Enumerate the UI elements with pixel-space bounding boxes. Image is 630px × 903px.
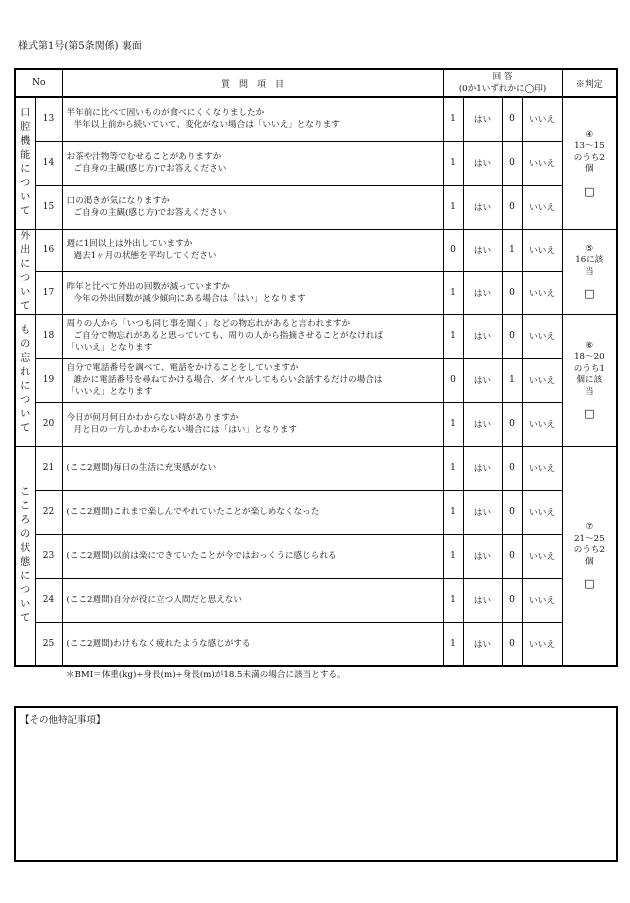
table-row <box>15 622 617 666</box>
question-number: 23 <box>35 534 62 578</box>
section-label-char: 外 <box>20 230 31 242</box>
question-line: ご自分で物忘れがあると思っていても、周りの人から指摘させることがなければ <box>73 331 383 341</box>
answer-no-label[interactable]: いいえ <box>522 534 562 578</box>
answer-yes-label[interactable]: はい <box>463 185 502 229</box>
answer-yes-label[interactable]: はい <box>463 97 502 141</box>
judge-line: 当 <box>585 266 594 277</box>
answer-yes-value[interactable]: 1 <box>443 272 463 315</box>
answer-no-label[interactable]: いいえ <box>522 185 562 229</box>
question-number: 21 <box>35 446 62 490</box>
section-label <box>15 446 35 666</box>
judge-checkbox[interactable]: □ <box>584 287 595 300</box>
answer-no-value[interactable]: 0 <box>502 272 522 315</box>
answer-yes-value[interactable]: 1 <box>443 446 463 490</box>
question-line: 「いいえ」となります <box>66 387 153 397</box>
section-label-char: つ <box>20 178 31 190</box>
section-label <box>15 314 35 446</box>
question-number: 18 <box>35 314 62 358</box>
section-label-char: れ <box>20 367 31 378</box>
answer-yes-label[interactable]: はい <box>463 402 502 446</box>
question-line: (ここ2週間)毎日の生活に充実感がない <box>66 463 217 473</box>
judge-line: 個 <box>585 556 594 567</box>
answer-yes-label[interactable]: はい <box>463 272 502 315</box>
question-line: 「いいえ」となります <box>66 343 153 353</box>
answer-no-label[interactable]: いいえ <box>522 314 562 358</box>
answer-no-label[interactable]: いいえ <box>522 229 562 272</box>
answer-no-label[interactable]: いいえ <box>522 578 562 622</box>
section-label-char: の <box>20 339 31 350</box>
section-label-char: 機 <box>20 136 31 148</box>
answer-no-label[interactable]: いいえ <box>522 490 562 534</box>
table-row <box>15 141 617 185</box>
judge-line: 個 <box>585 164 594 174</box>
question-line: 半年以上前から続いていて、変化がない場合は「いいえ」となります <box>73 120 340 131</box>
answer-yes-label[interactable]: はい <box>463 446 502 490</box>
question-line: ご自身の主観(感じ方)でお答えください <box>73 164 227 174</box>
answer-no-label[interactable]: いいえ <box>522 622 562 666</box>
answer-yes-label[interactable]: はい <box>463 229 502 272</box>
answer-yes-value[interactable]: 1 <box>443 402 463 446</box>
question-text <box>62 141 443 185</box>
answer-no-value[interactable]: 0 <box>502 446 522 490</box>
judge-checkbox[interactable]: □ <box>584 407 595 420</box>
answer-yes-value[interactable]: 0 <box>443 358 463 402</box>
question-line: 口の渇きが気になりますか <box>66 196 170 206</box>
answer-no-value[interactable]: 0 <box>502 97 522 141</box>
question-text <box>62 622 443 666</box>
table-row <box>15 578 617 622</box>
judge-line: 個に該 <box>576 375 603 385</box>
question-line: 誰かに電話番号を尋ねてかける場合、ダイヤルしてもらい会話するだけの場合は <box>73 375 383 385</box>
section-label-char: に <box>20 381 31 392</box>
question-number: 24 <box>35 578 62 622</box>
answer-yes-label[interactable]: はい <box>463 534 502 578</box>
section-label-char: こ <box>20 500 31 512</box>
section-label-char: い <box>20 192 31 204</box>
question-line: (ここ2週間)自分が役に立つ人間だと思えない <box>66 595 242 605</box>
answer-no-value[interactable]: 0 <box>502 622 522 666</box>
judge-line: のうち2 <box>573 545 605 555</box>
section-label-char: 口 <box>20 108 31 120</box>
section-label-char: つ <box>20 395 31 406</box>
answer-yes-value[interactable]: 0 <box>443 229 463 272</box>
question-line: 昨年と比べて外出の回数が減っていますか <box>66 281 230 292</box>
table-row <box>15 446 617 490</box>
bmi-footnote: ＊BMI＝体重(kg)÷身長(m)÷身長(m)が18.5未満の場合に該当とする。 <box>66 670 346 680</box>
judge-line: 18〜20 <box>574 352 605 362</box>
judge-cell <box>562 314 617 446</box>
section-label-char: 忘 <box>20 353 31 364</box>
answer-no-value[interactable]: 1 <box>502 358 522 402</box>
table-row <box>15 272 617 315</box>
section-label-char: も <box>20 325 31 336</box>
answer-yes-value[interactable]: 1 <box>443 534 463 578</box>
judge-checkbox[interactable]: □ <box>584 577 595 590</box>
table-row <box>15 185 617 229</box>
judge-line: 16に該 <box>575 255 604 265</box>
judge-cell <box>562 446 617 666</box>
question-number: 17 <box>35 272 62 315</box>
section-label-char: て <box>20 300 31 312</box>
answer-no-value[interactable]: 0 <box>502 141 522 185</box>
table-row <box>15 97 617 141</box>
section-label-char: つ <box>20 584 31 596</box>
answer-no-value[interactable]: 0 <box>502 185 522 229</box>
answer-no-value[interactable]: 0 <box>502 314 522 358</box>
section-label-char: 出 <box>20 244 31 256</box>
answer-no-label[interactable]: いいえ <box>522 97 562 141</box>
question-text <box>62 490 443 534</box>
question-line: (ここ2週間)わけもなく疲れたような感じがする <box>66 638 251 649</box>
header-answer <box>443 69 562 97</box>
judge-cell <box>562 97 617 229</box>
table-row <box>15 314 617 358</box>
section-label-char: い <box>20 286 31 298</box>
question-number: 25 <box>35 622 62 666</box>
answer-yes-value[interactable]: 1 <box>443 578 463 622</box>
answer-yes-value[interactable]: 1 <box>443 314 463 358</box>
answer-yes-label[interactable]: はい <box>463 358 502 402</box>
question-text <box>62 272 443 315</box>
answer-yes-label[interactable]: はい <box>463 490 502 534</box>
section-label <box>15 97 35 229</box>
question-line: 今日が何月何日かわからない時がありますか <box>66 413 239 423</box>
question-text <box>62 446 443 490</box>
answer-no-value[interactable]: 0 <box>502 578 522 622</box>
table-row <box>15 229 617 272</box>
question-line: 自分で電話番号を調べて、電話をかけることをしていますか <box>66 363 299 373</box>
question-text <box>62 578 443 622</box>
question-text <box>62 229 443 272</box>
judge-line: ⑥ <box>585 340 594 351</box>
question-text <box>62 185 443 229</box>
answer-yes-value[interactable]: 1 <box>443 185 463 229</box>
section-label-char: 状 <box>20 542 31 554</box>
section-label-char: に <box>20 570 31 582</box>
answer-no-value[interactable]: 0 <box>502 402 522 446</box>
question-number: 22 <box>35 490 62 534</box>
table-header-row <box>15 69 617 97</box>
table-row <box>15 358 617 402</box>
question-line: お茶や汁物等でむせることがありますか <box>66 152 222 162</box>
question-line: 月と日の一方しかわからない場合には「はい」となります <box>73 425 297 435</box>
answer-no-label[interactable]: いいえ <box>522 272 562 315</box>
judge-line: 当 <box>585 386 594 397</box>
answer-yes-label[interactable]: はい <box>463 141 502 185</box>
question-number: 14 <box>35 141 62 185</box>
judge-checkbox[interactable]: □ <box>584 184 595 198</box>
answer-yes-label[interactable]: はい <box>463 578 502 622</box>
section-label-char: 能 <box>20 150 31 162</box>
form-header: 様式第1号(第5条関係) 裏面 <box>18 41 142 52</box>
answer-yes-label[interactable]: はい <box>463 314 502 358</box>
section-label-char: て <box>20 423 31 434</box>
judge-line: のうち2 <box>573 152 605 163</box>
question-text <box>62 314 443 358</box>
question-text <box>62 97 443 141</box>
header-judge: ※判定 <box>562 69 617 97</box>
header-answer-instruction: (0か1いずれかに◯印) <box>458 84 547 94</box>
answer-yes-value[interactable]: 1 <box>443 490 463 534</box>
table-row <box>15 534 617 578</box>
answer-yes-value[interactable]: 1 <box>443 97 463 141</box>
section-label-char: に <box>20 258 31 270</box>
answer-yes-label[interactable]: はい <box>463 622 502 666</box>
header-question: 質 問 項 目 <box>62 69 443 97</box>
table-row <box>15 402 617 446</box>
judge-line: ⑦ <box>585 522 594 532</box>
questionnaire-table <box>14 68 618 667</box>
answer-no-label[interactable]: いいえ <box>522 358 562 402</box>
notes-box <box>14 706 618 862</box>
question-line: 今年の外出回数が減少傾向にある場合は「はい」となります <box>73 293 306 304</box>
question-line: ご自身の主観(感じ方)でお答えください <box>73 208 227 218</box>
question-line: (ここ2週間)以前は楽にできていたことが今ではおっくうに感じられる <box>66 551 337 561</box>
question-text <box>62 534 443 578</box>
section-label-char: い <box>20 598 31 610</box>
judge-line: 21〜25 <box>574 533 605 544</box>
section-label-char: て <box>20 612 31 624</box>
table-row <box>15 490 617 534</box>
section-label <box>15 229 35 314</box>
answer-yes-value[interactable]: 1 <box>443 141 463 185</box>
answer-no-label[interactable]: いいえ <box>522 141 562 185</box>
question-line: 半年前に比べて固いものが食べにくくなりましたか <box>66 108 265 119</box>
answer-yes-value[interactable]: 1 <box>443 622 463 666</box>
section-label-char: つ <box>20 272 31 284</box>
header-no: No <box>15 69 62 97</box>
section-label-char: こ <box>20 486 31 498</box>
question-line: 週に1回以上は外出していますか <box>66 239 193 250</box>
question-text <box>62 402 443 446</box>
header-answer-title: 回 答 <box>492 72 513 82</box>
section-label-char: 態 <box>20 556 31 568</box>
question-number: 16 <box>35 229 62 272</box>
judge-line: 13〜15 <box>574 141 605 151</box>
section-label-char: に <box>20 164 31 176</box>
question-line: 周りの人から「いつも同じ事を聞く」などの物忘れがあると言われますか <box>66 319 351 329</box>
question-line: 過去1ヶ月の状態を平均してください <box>73 251 217 262</box>
judge-line: ⑤ <box>585 243 594 254</box>
answer-no-value[interactable]: 0 <box>502 490 522 534</box>
section-label-char: ろ <box>20 514 31 526</box>
question-line: (ここ2週間)これまで楽しんでやれていたことが楽しめなくなった <box>66 507 320 517</box>
question-number: 15 <box>35 185 62 229</box>
judge-line: のうち1 <box>573 363 605 374</box>
judge-line: ④ <box>585 129 594 140</box>
section-label-char: の <box>20 528 31 540</box>
notes-title: 【その他特記事項】 <box>20 715 106 726</box>
answer-no-value[interactable]: 0 <box>502 534 522 578</box>
question-number: 13 <box>35 97 62 141</box>
answer-no-label[interactable]: いいえ <box>522 446 562 490</box>
answer-no-label[interactable]: いいえ <box>522 402 562 446</box>
question-text <box>62 358 443 402</box>
section-label-char: 腔 <box>20 122 31 134</box>
question-number: 20 <box>35 402 62 446</box>
judge-cell <box>562 229 617 314</box>
section-label-char: い <box>20 409 31 420</box>
question-number: 19 <box>35 358 62 402</box>
answer-no-value[interactable]: 1 <box>502 229 522 272</box>
section-label-char: て <box>20 206 31 218</box>
